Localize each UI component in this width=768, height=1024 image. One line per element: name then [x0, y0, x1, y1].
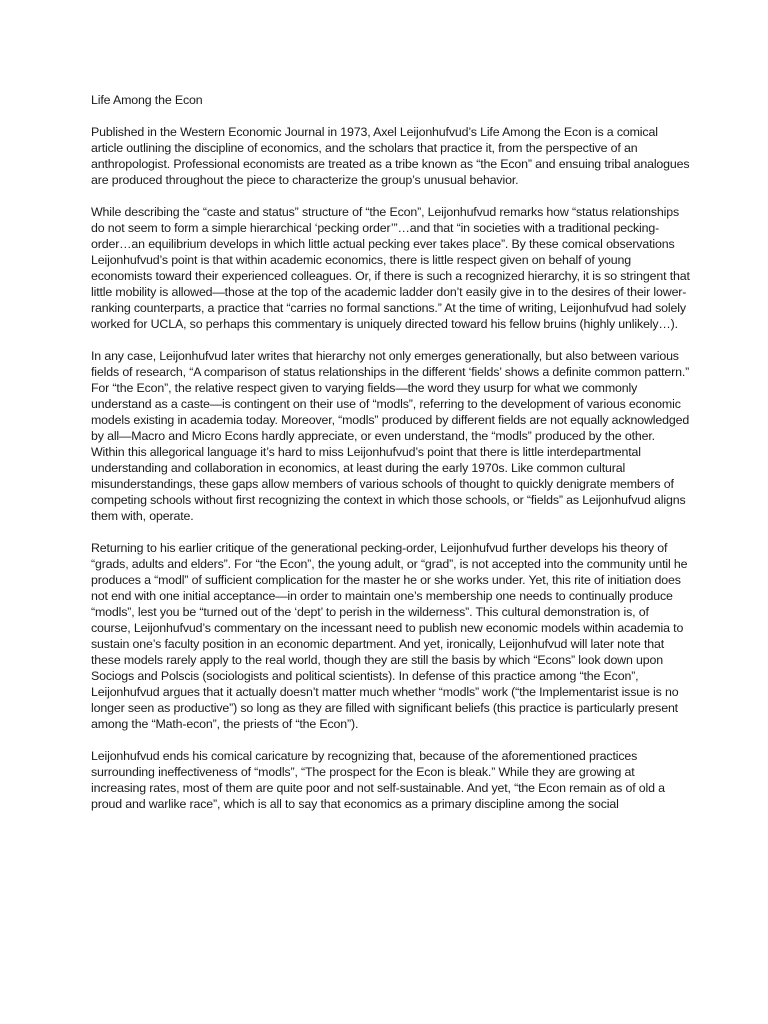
document-title: Life Among the Econ [91, 93, 203, 107]
paragraph-2: While describing the “caste and status” structure of “the Econ”, Leijonhufvud remarks how “status relationships do not seem to form a simple hierarchical ‘pecking order’”…and that “in societies with a traditional pecking-order…an equilibrium develops in which little actual pecking ever takes place”. By these comical observations Leijonhufvud’s point is that within academic economics, there is little respect given on behalf of young economists toward their experienced colleagues. Or, if there is such a recognized hierarchy, it is so stringent that little mobility is allowed—those at the top of the academic ladder don’t easily give in to the desires of their lower-ranking counterparts, a practice that “carries no formal sanctions.” At the time of writing, Leijonhufvud had solely worked for UCLA, so perhaps this commentary is uniquely directed toward his fellow bruins (highly unlikely…). [91, 205, 690, 331]
paragraph-5: Leijonhufvud ends his comical caricature by recognizing that, because of the aforementioned practices surrounding ineffectiveness of “modls”, “The prospect for the Econ is bleak.” While they are growing at increasing rates, most of them are quite poor and not self-sustainable. And yet, “the Econ remain as of old a proud and warlike race”, which is all to say that economics as a primary discipline among the social [91, 749, 665, 811]
document-body [91, 92, 691, 828]
paragraph-3: In any case, Leijonhufvud later writes that hierarchy not only emerges generationally, but also between various fields of research, “A comparison of status relationships in the different ‘fields’ shows a definite common pattern.” For “the Econ”, the relative respect given to varying fields—the word they usurp for what we commonly understand as a caste—is contingent on their use of “modls”, referring to the development of various economic models existing in academia today. Moreover, “modls” produced by different fields are not equally acknowledged by all—Macro and Micro Econs hardly appreciate, or even understand, the “modls” produced by the other. Within this allegorical language it’s hard to miss Leijonhufvud’s point that there is little interdepartmental understanding and collaboration in economics, at least during the early 1970s. Like common cultural misunderstandings, these gaps allow members of various schools of thought to quickly denigrate members of competing schools without first recognizing the context in which those schools, or “fields” as Leijonhufvud aligns them with, operate. [91, 349, 690, 523]
paragraph-1: Published in the Western Economic Journal in 1973, Axel Leijonhufvud’s Life Among the Econ is a comical article outlining the discipline of economics, and the scholars that practice it, from the perspective of an anthropologist. Professional economists are treated as a tribe known as “the Econ” and ensuing tribal analogues are produced throughout the piece to characterize the group’s unusual behavior. [91, 125, 690, 187]
paragraph-4: Returning to his earlier critique of the generational pecking-order, Leijonhufvud further develops his theory of “grads, adults and elders”. For “the Econ”, the young adult, or “grad”, is not accepted into the community until he produces a “modl” of sufficient complication for the master he or she works under. Yet, this rite of initiation does not end with one initial acceptance—in order to maintain one’s membership one needs to continually produce “modls”, lest you be “turned out of the ‘dept’ to perish in the wilderness”. This cultural demonstration is, of course, Leijonhufvud’s commentary on the incessant need to publish new economic models within academia to sustain one’s faculty position in an economic department. And yet, ironically, Leijonhufvud will later note that these models rarely apply to the real world, though they are still the basis by which “Econs” look down upon Sociogs and Polscis (sociologists and political scientists). In defense of this practice among “the Econ”, Leijonhufvud argues that it actually doesn’t matter much whether “modls” work (“the Implementarist issue is no longer seen as productive”) so long as they are filled with significant beliefs (this practice is particularly present among the “Math-econ”, the priests of “the Econ”). [91, 541, 688, 731]
